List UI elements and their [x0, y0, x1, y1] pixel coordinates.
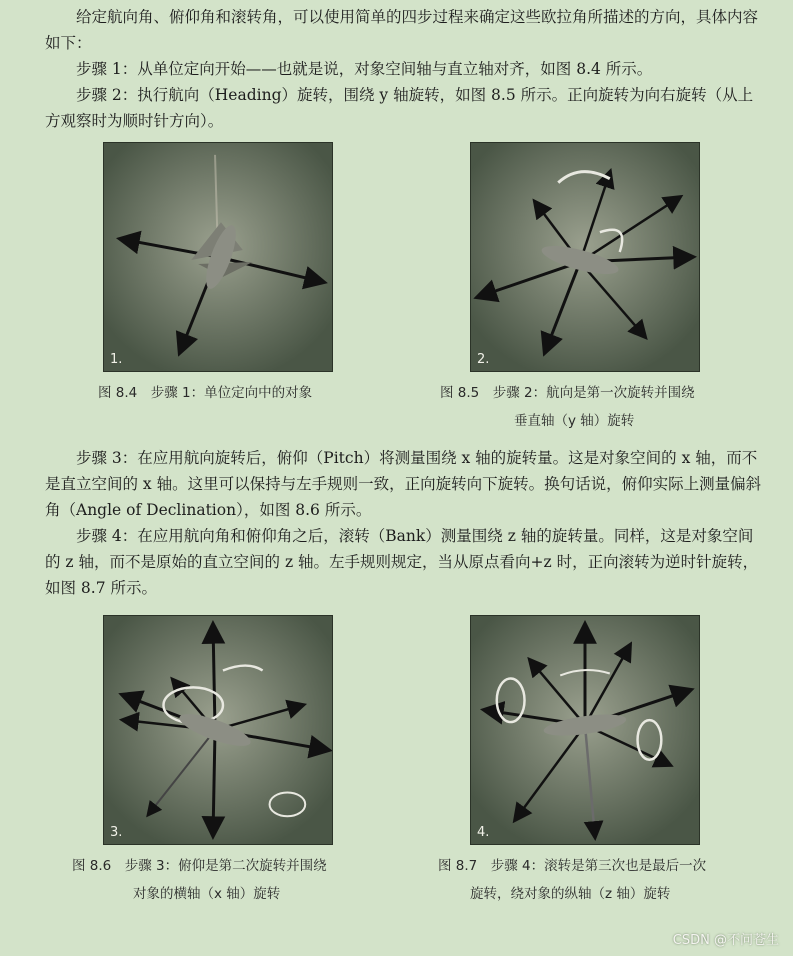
- airplane-axes-illustration: [104, 143, 332, 371]
- paragraph-intro: 给定航向角、俯仰角和滚转角，可以使用简单的四步过程来确定这些欧拉角所描述的方向，具体内容如下：: [45, 8, 759, 52]
- figure-number: 1.: [110, 352, 123, 367]
- paragraph-step-2: 步骤 2：执行航向（Heading）旋转，围绕 y 轴旋转，如图 8.5 所示。正向旋转为向右旋转（从上方观察时为顺时针方向）。: [45, 86, 754, 130]
- paragraph-step-3: 步骤 3：在应用航向旋转后，俯仰（Pitch）将测量围绕 x 轴的旋转量。这是对象空间的 x 轴，而不是直立空间的 x 轴。这里可以保持与左手规则一致，正向旋转向下旋转。换句话说，俯仰实际上测量偏斜角（Angle of Declination），如图 8.6 所示。: [45, 449, 762, 519]
- figure-8-4-image: [103, 142, 333, 372]
- caption-figure-8-5-line-2: 垂直轴（y 轴）旋转: [514, 413, 635, 429]
- caption-figure-8-7-line-1: 图 8.7 步骤 4：滚转是第三次也是最后一次: [438, 858, 707, 874]
- caption-figure-8-5-line-1: 图 8.5 步骤 2：航向是第一次旋转并围绕: [440, 385, 695, 401]
- figure-8-6-image: [103, 615, 333, 845]
- paragraph-step-4: 步骤 4：在应用航向角和俯仰角之后，滚转（Bank）测量围绕 z 轴的旋转量。同样，这是对象空间的 z 轴，而不是原始的直立空间的 z 轴。左手规则规定，当从原点看向+z 时，正向滚转为逆时针旋转，如图 8.7 所示。: [45, 527, 759, 597]
- caption-figure-8-6-line-2: 对象的横轴（x 轴）旋转: [133, 886, 281, 902]
- paragraph-step-1: 步骤 1：从单位定向开始——也就是说，对象空间轴与直立轴对齐，如图 8.4 所示。: [76, 60, 653, 78]
- caption-figure-8-7-line-2: 旋转，绕对象的纵轴（z 轴）旋转: [470, 886, 671, 902]
- airplane-heading-rotation-illustration: [471, 143, 699, 371]
- caption-figure-8-4: 图 8.4 步骤 1：单位定向中的对象: [98, 385, 313, 401]
- figure-number: 3.: [110, 825, 123, 840]
- figure-number: 4.: [477, 825, 490, 840]
- figure-8-5-image: [470, 142, 700, 372]
- figure-number: 2.: [477, 352, 490, 367]
- airplane-pitch-rotation-illustration: [104, 616, 332, 844]
- caption-figure-8-6-line-1: 图 8.6 步骤 3：俯仰是第二次旋转并围绕: [72, 858, 327, 874]
- airplane-bank-rotation-illustration: [471, 616, 699, 844]
- watermark: CSDN @不问苍生: [672, 933, 779, 948]
- figure-8-7-image: [470, 615, 700, 845]
